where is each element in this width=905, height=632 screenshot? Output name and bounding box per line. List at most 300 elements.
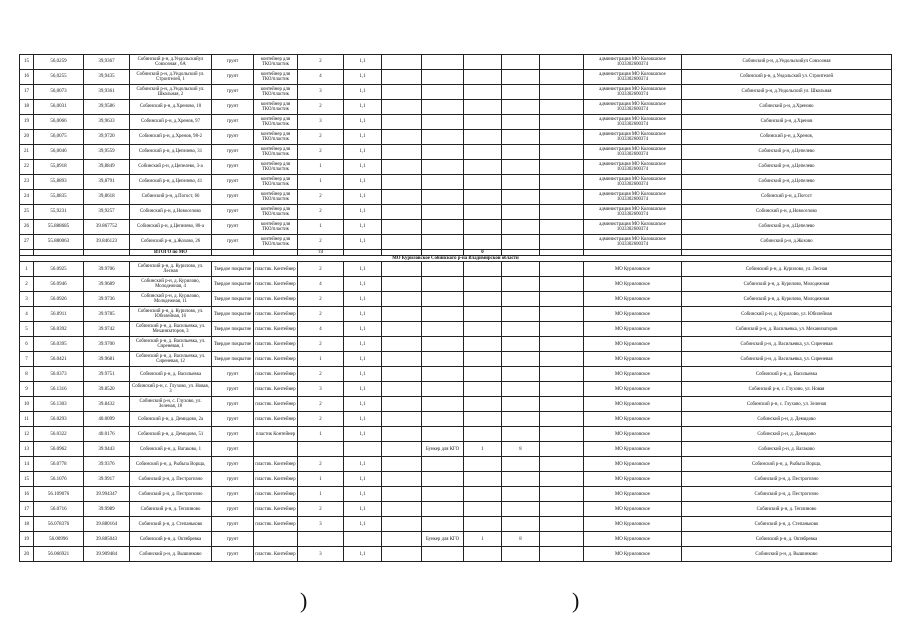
address: Собинский р-н, д. Васильевка, ул. Сиреневая, 12 — [130, 352, 212, 367]
container-type: пластик. Контейнер — [254, 397, 298, 412]
container-type: контейнер для ТКО/пластик — [254, 190, 298, 205]
empty-cell — [382, 205, 422, 220]
bunker-type — [422, 547, 464, 562]
latitude: 56,0066 — [34, 115, 84, 130]
bunker-type: Бункер для КГО — [422, 442, 464, 457]
waste-source: Собинский р-н, д.Хренов, — [682, 130, 892, 145]
bunker-count — [464, 397, 502, 412]
container-volume: 1,1 — [344, 115, 382, 130]
container-type: контейнер для ТКО/пластик — [254, 235, 298, 250]
latitude: 56,0031 — [34, 100, 84, 115]
address: Собинский р-н, д. Теплиново — [130, 502, 212, 517]
bunker-count — [464, 145, 502, 160]
longitude: 39,8849 — [84, 160, 130, 175]
bunker-count — [464, 70, 502, 85]
row-number: 13 — [20, 442, 34, 457]
bunker-type — [422, 472, 464, 487]
surface: грунт — [212, 472, 254, 487]
longitude: 40.0099 — [84, 412, 130, 427]
bunker-volume — [502, 322, 540, 337]
container-count: 2 — [298, 412, 344, 427]
latitude: 55,8835 — [34, 190, 84, 205]
table-row — [20, 502, 892, 517]
container-count: 2 — [298, 130, 344, 145]
total-label: ИТОГО по МО — [130, 250, 212, 256]
container-count: 2 — [298, 337, 344, 352]
empty-cell — [540, 130, 584, 145]
container-type: контейнер для ТКО/пластик — [254, 175, 298, 190]
row-number: 6 — [20, 337, 34, 352]
longitude: 39,9559 — [84, 145, 130, 160]
address: Собинский р-н, д.Ундольский ул. Школьная, 2 — [130, 85, 212, 100]
table-row — [20, 397, 892, 412]
bunker-type — [422, 130, 464, 145]
empty-cell — [382, 322, 422, 337]
latitude: 56.1076 — [34, 472, 84, 487]
container-volume: 1,1 — [344, 55, 382, 70]
longitude: 39.9917 — [84, 472, 130, 487]
waste-source: Собинский р-н, д.Цепелево — [682, 175, 892, 190]
longitude: 39,9367 — [84, 55, 130, 70]
table-row — [20, 145, 892, 160]
bunker-count — [464, 472, 502, 487]
bunker-count: 1 — [464, 532, 502, 547]
surface: грунт — [212, 55, 254, 70]
latitude: 56.078376 — [34, 517, 84, 532]
waste-source: Собинский р-н, д. Васильевка — [682, 367, 892, 382]
container-count: 2 — [298, 292, 344, 307]
bunker-count — [464, 292, 502, 307]
latitude: 56.0778 — [34, 457, 84, 472]
latitude: 56.0395 — [34, 337, 84, 352]
container-count: 2 — [298, 190, 344, 205]
empty-cell — [540, 205, 584, 220]
bunker-count — [464, 427, 502, 442]
container-volume: 1,1 — [344, 472, 382, 487]
owner: МО Куриловское — [584, 292, 682, 307]
address: Собинский р-н, д. Курилово, Молодежная, 4 — [130, 277, 212, 292]
surface: Твердое покрытие — [212, 322, 254, 337]
waste-source: Собинский р-н, д. Курилово, Молодежная — [682, 292, 892, 307]
empty-cell — [540, 262, 584, 277]
bunker-count — [464, 262, 502, 277]
container-type: пластик. Контейнер — [254, 262, 298, 277]
bunker-volume — [502, 277, 540, 292]
address: Собинский р-н, д. Курилово, Молодежная, 11 — [130, 292, 212, 307]
surface: Твердое покрытие — [212, 337, 254, 352]
container-type: пластик. Контейнер — [254, 547, 298, 562]
owner: МО Куриловское — [584, 277, 682, 292]
owner: администрация МО Колокшское 1033302600374 — [584, 70, 682, 85]
surface: Твердое покрытие — [212, 262, 254, 277]
container-type: контейнер для ТКО/пластик — [254, 220, 298, 235]
bunker-type — [422, 367, 464, 382]
latitude: 56.0962 — [34, 442, 84, 457]
bunker-count — [464, 175, 502, 190]
address: Собинский р-н, д.Цепелево, 80-а — [130, 220, 212, 235]
bunker-count — [464, 502, 502, 517]
table-row — [20, 160, 892, 175]
address: Собинский р-н, д.Хреново, 10 — [130, 100, 212, 115]
empty-cell — [540, 397, 584, 412]
container-type: контейнер для ТКО/пластик — [254, 145, 298, 160]
container-volume: 1,1 — [344, 457, 382, 472]
container-volume: 1,1 — [344, 292, 382, 307]
container-count: 1 — [298, 175, 344, 190]
bunker-volume — [502, 175, 540, 190]
address: Собинский р-н, д. Степаньково — [130, 517, 212, 532]
bunker-type — [422, 55, 464, 70]
container-volume: 1,1 — [344, 352, 382, 367]
container-count: 3 — [298, 547, 344, 562]
surface: грунт — [212, 397, 254, 412]
owner: МО Куриловское — [584, 532, 682, 547]
bunker-volume — [502, 457, 540, 472]
latitude: 56.0716 — [34, 502, 84, 517]
bunker-type — [422, 190, 464, 205]
empty-cell — [382, 175, 422, 190]
latitude: 56.0911 — [34, 307, 84, 322]
bunker-count — [464, 205, 502, 220]
waste-source: Собинский р-н, с. Глухово, ул. Новая — [682, 382, 892, 397]
surface: грунт — [212, 115, 254, 130]
table-row — [20, 487, 892, 502]
surface: грунт — [212, 160, 254, 175]
waste-source: Собинский р-н, д. Демидово — [682, 427, 892, 442]
table-row — [20, 367, 892, 382]
owner: администрация МО Колокшское 1033302600374 — [584, 160, 682, 175]
empty-cell — [540, 367, 584, 382]
page-mark-left: ) — [300, 588, 308, 613]
longitude: 39,8618 — [84, 190, 130, 205]
container-count: 1 — [298, 160, 344, 175]
empty-cell — [540, 277, 584, 292]
row-number: 8 — [20, 367, 34, 382]
longitude: 39.9376 — [84, 457, 130, 472]
bunker-count — [464, 457, 502, 472]
owner: администрация МО Колокшское 1033302600374 — [584, 235, 682, 250]
address: Собинский р-н, д.Ундольскийул Совхозная , 6А — [130, 55, 212, 70]
container-volume: 1,1 — [344, 190, 382, 205]
registry-table — [19, 54, 892, 562]
container-volume: 1,1 — [344, 367, 382, 382]
container-count: 2 — [298, 100, 344, 115]
waste-source: Собинский р-н, с. Глухово, ул. Зеленая — [682, 397, 892, 412]
longitude: 39,9586 — [84, 100, 130, 115]
table-row — [20, 517, 892, 532]
bunker-volume — [502, 337, 540, 352]
empty-cell — [382, 457, 422, 472]
empty-cell — [382, 235, 422, 250]
latitude: 56.0322 — [34, 427, 84, 442]
bunker-volume — [502, 472, 540, 487]
container-type: пластик. Контейнер — [254, 517, 298, 532]
table-row — [20, 442, 892, 457]
bunker-type — [422, 412, 464, 427]
empty-cell — [540, 487, 584, 502]
owner: МО Куриловское — [584, 397, 682, 412]
bunker-volume — [502, 307, 540, 322]
empty-cell — [540, 190, 584, 205]
empty-cell — [382, 100, 422, 115]
bunker-volume — [502, 427, 540, 442]
longitude: 39,9435 — [84, 70, 130, 85]
empty-cell — [382, 352, 422, 367]
address: Собинский р-н, д. Васильевка, ул. Механизаторов, 3 — [130, 322, 212, 337]
surface: грунт — [212, 547, 254, 562]
empty-cell — [382, 412, 422, 427]
latitude: 56.0926 — [34, 292, 84, 307]
address: Собинский р-н, д. Васильевка, ул. Сиреневая, 1 — [130, 337, 212, 352]
owner: администрация МО Колокшское 1033302600374 — [584, 115, 682, 130]
empty-cell — [540, 352, 584, 367]
bunker-volume — [502, 412, 540, 427]
empty-cell — [382, 532, 422, 547]
container-volume: 1,1 — [344, 502, 382, 517]
owner: МО Куриловское — [584, 547, 682, 562]
owner: МО Куриловское — [584, 427, 682, 442]
address: Собинский р-н, д. Пестрогизно — [130, 487, 212, 502]
bunker-count — [464, 55, 502, 70]
container-type: контейнер для ТКО/пластик — [254, 115, 298, 130]
longitude: 39.9751 — [84, 367, 130, 382]
longitude: 39,9720 — [84, 130, 130, 145]
surface: грунт — [212, 517, 254, 532]
table-row — [20, 262, 892, 277]
empty-cell — [382, 115, 422, 130]
surface: Твердое покрытие — [212, 277, 254, 292]
empty-cell — [540, 427, 584, 442]
owner: МО Куриловское — [584, 442, 682, 457]
bunker-type — [422, 115, 464, 130]
bunker-count — [464, 352, 502, 367]
container-type: пластик. Контейнер — [254, 292, 298, 307]
empty-cell — [540, 517, 584, 532]
row-number: 18 — [20, 517, 34, 532]
longitude: 39,8791 — [84, 175, 130, 190]
bunker-type — [422, 457, 464, 472]
bunker-type — [422, 352, 464, 367]
longitude: 39.909484 — [84, 547, 130, 562]
bunker-type — [422, 337, 464, 352]
owner: МО Куриловское — [584, 487, 682, 502]
surface: грунт — [212, 205, 254, 220]
longitude: 39.9689 — [84, 277, 130, 292]
address: Собинский р-н, д. Курилово, ул. Юбилейная, 16 — [130, 307, 212, 322]
address: Собинский р-н, д.Цепелево, 31 — [130, 145, 212, 160]
row-number: 16 — [20, 70, 34, 85]
container-count: 1 — [298, 472, 344, 487]
address: Собинский р-н, с. Глухово, ул. Зеленая, 18 — [130, 397, 212, 412]
address: Собинский р-н, д. Рыбьпа Ворща, — [130, 457, 212, 472]
container-count: 2 — [298, 262, 344, 277]
bunker-type — [422, 502, 464, 517]
bunker-type — [422, 322, 464, 337]
waste-source: Собинский р-н, д.Ундольский ул. Школьная — [682, 85, 892, 100]
longitude: 40.0176 — [84, 427, 130, 442]
owner: администрация МО Колокшское 1033302600374 — [584, 175, 682, 190]
empty-cell — [382, 277, 422, 292]
bunker-type — [422, 307, 464, 322]
empty-cell — [382, 55, 422, 70]
empty-cell — [540, 337, 584, 352]
waste-source: Собинский р-н, д. Вагаково — [682, 442, 892, 457]
bunker-volume — [502, 382, 540, 397]
empty-cell — [382, 262, 422, 277]
bunker-type — [422, 517, 464, 532]
container-volume: 1,1 — [344, 175, 382, 190]
row-number: 10 — [20, 397, 34, 412]
container-count: 1 — [298, 220, 344, 235]
container-type: контейнер для ТКО/пластик — [254, 55, 298, 70]
container-type — [254, 532, 298, 547]
bunker-count — [464, 220, 502, 235]
waste-source: Собинский р-н, д. Рыбьпа Ворща, — [682, 457, 892, 472]
bunker-volume — [502, 502, 540, 517]
empty-cell — [540, 472, 584, 487]
empty-cell — [382, 367, 422, 382]
surface: Твердое покрытие — [212, 292, 254, 307]
bunker-type — [422, 220, 464, 235]
waste-source: Собинский р-н, д. Пестрогизно — [682, 487, 892, 502]
owner: администрация МО Колокшское 1033302600374 — [584, 220, 682, 235]
row-number: 20 — [20, 130, 34, 145]
table-row — [20, 55, 892, 70]
bunker-type — [422, 397, 464, 412]
container-volume: 1,1 — [344, 412, 382, 427]
owner: администрация МО Колокшское 1033302600374 — [584, 85, 682, 100]
surface: грунт — [212, 442, 254, 457]
empty-cell — [382, 160, 422, 175]
address: Собинский р-н, д.Цепелево, 3-а — [130, 160, 212, 175]
latitude: 56.1316 — [34, 382, 84, 397]
container-type: контейнер для ТКО/пластик — [254, 100, 298, 115]
empty-cell — [540, 115, 584, 130]
longitude: 39.885043 — [84, 532, 130, 547]
bunker-count — [464, 337, 502, 352]
address: Собинский р-н, д. Курилово, ул. Лесная — [130, 262, 212, 277]
table-row — [20, 337, 892, 352]
container-count: 1 — [298, 487, 344, 502]
owner: МО Куриловское — [584, 322, 682, 337]
table-body — [20, 55, 892, 562]
surface: грунт — [212, 100, 254, 115]
latitude: 55,8893 — [34, 175, 84, 190]
bunker-type — [422, 277, 464, 292]
row-number: 16 — [20, 487, 34, 502]
latitude: 56.0392 — [34, 322, 84, 337]
container-count: 2 — [298, 55, 344, 70]
owner: МО Куриловское — [584, 472, 682, 487]
address: Собинский р-н, д.Хренов, 98-2 — [130, 130, 212, 145]
row-number: 26 — [20, 220, 34, 235]
waste-source: Собинский р-н, д.Ундольскийул Совхозная — [682, 55, 892, 70]
row-number: 17 — [20, 502, 34, 517]
bunker-count — [464, 367, 502, 382]
bunker-volume — [502, 487, 540, 502]
waste-source: Собинский р-н, д. Теплиново — [682, 502, 892, 517]
container-count: 2 — [298, 457, 344, 472]
container-type: пластик. Контейнер — [254, 502, 298, 517]
container-count: 3 — [298, 517, 344, 532]
empty-cell — [382, 442, 422, 457]
bunker-count — [464, 115, 502, 130]
longitude: 39.8432 — [84, 397, 130, 412]
table-row — [20, 220, 892, 235]
bunker-volume — [502, 100, 540, 115]
empty-cell — [540, 442, 584, 457]
empty-cell — [540, 70, 584, 85]
container-volume: 1,1 — [344, 487, 382, 502]
waste-source: Собинский р-н, д.Хреново — [682, 100, 892, 115]
container-type: пластик Контейнер — [254, 427, 298, 442]
row-number: 21 — [20, 145, 34, 160]
container-volume: 1,1 — [344, 337, 382, 352]
container-volume: 1,1 — [344, 100, 382, 115]
bunker-count — [464, 160, 502, 175]
longitude: 39,9361 — [84, 85, 130, 100]
latitude: 56.109076 — [34, 487, 84, 502]
longitude: 39.9785 — [84, 307, 130, 322]
longitude: 39.9700 — [84, 337, 130, 352]
bunker-type — [422, 100, 464, 115]
container-count: 2 — [298, 235, 344, 250]
table-row — [20, 532, 892, 547]
owner: администрация МО Колокшское 1033302600374 — [584, 55, 682, 70]
empty-cell — [382, 547, 422, 562]
container-type: пластик. Контейнер — [254, 487, 298, 502]
container-volume: 1,1 — [344, 145, 382, 160]
bunker-volume — [502, 70, 540, 85]
latitude: 55,8918 — [34, 160, 84, 175]
container-type: контейнер для ТКО/пластик — [254, 160, 298, 175]
row-number: 18 — [20, 100, 34, 115]
container-volume — [344, 442, 382, 457]
bunker-type — [422, 160, 464, 175]
table-row — [20, 277, 892, 292]
section-title: МО Куриловское Собинского р-на Владимирской области — [20, 256, 892, 262]
bunker-volume — [502, 205, 540, 220]
empty-cell — [540, 292, 584, 307]
bunker-type — [422, 427, 464, 442]
waste-source: Собинский р-н, д. Вышинково — [682, 547, 892, 562]
bunker-type — [422, 382, 464, 397]
row-number: 14 — [20, 457, 34, 472]
owner: МО Куриловское — [584, 337, 682, 352]
empty-cell — [382, 502, 422, 517]
table-row — [20, 115, 892, 130]
empty-cell — [540, 532, 584, 547]
bunker-count — [464, 235, 502, 250]
container-type: пластик. Контейнер — [254, 322, 298, 337]
bunker-volume — [502, 220, 540, 235]
container-type: контейнер для ТКО/пластик — [254, 130, 298, 145]
latitude: 55.880063 — [34, 235, 84, 250]
bunker-count — [464, 130, 502, 145]
container-type: пластик. Контейнер — [254, 382, 298, 397]
owner: администрация МО Колокшское 1033302600374 — [584, 205, 682, 220]
address: Собинский р-н, д. Октябревка — [130, 532, 212, 547]
empty-cell — [540, 457, 584, 472]
container-count: 1 — [298, 352, 344, 367]
surface: грунт — [212, 502, 254, 517]
container-volume — [344, 532, 382, 547]
bunker-count — [464, 547, 502, 562]
latitude: 56.1303 — [34, 397, 84, 412]
container-type: пластик. Контейнер — [254, 277, 298, 292]
surface: грунт — [212, 487, 254, 502]
owner: МО Куриловское — [584, 412, 682, 427]
